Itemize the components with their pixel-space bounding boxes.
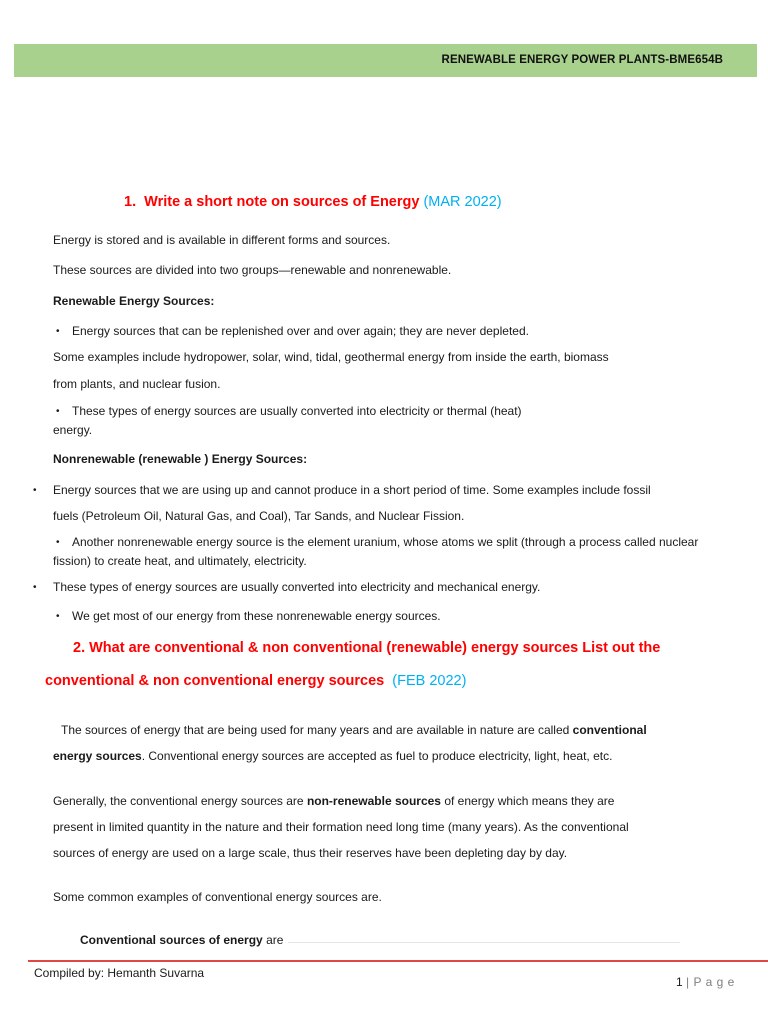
q1-date: (MAR 2022): [423, 194, 502, 210]
q2-title-line-2: conventional & non conventional energy sources: [45, 673, 385, 689]
conventional-sources-rest: are: [266, 933, 284, 947]
bullet-icon: •: [56, 406, 60, 417]
nonrenewable-bullet-2-line-2: fission) to create heat, and ultimately, electricity.: [53, 554, 307, 568]
q2-p2-bold: non-renewable sources: [306, 794, 441, 808]
footer-divider: [28, 960, 768, 962]
q2-paragraph-1-line-2: [53, 749, 612, 763]
q2-p2-text-b: of energy which means they are: [444, 794, 615, 808]
renewable-heading: Renewable Energy Sources:: [53, 294, 215, 308]
bullet-icon: •: [56, 326, 60, 337]
page-label: | P a g e: [686, 975, 735, 989]
footer-page: [676, 975, 735, 989]
footer-compiled-by: Compiled by: Hemanth Suvarna: [34, 966, 205, 980]
q2-heading-line-1: 2. What are conventional & non conventional (renewable) energy sources List out the: [73, 640, 661, 656]
nonrenewable-heading: Nonrenewable (renewable ) Energy Sources:: [53, 452, 308, 466]
nonrenewable-bullet-1-line-1: Energy sources that we are using up and cannot produce in a short period of time. Some examples include fossil: [53, 483, 651, 497]
q2-paragraph-1-line-1: [61, 723, 647, 737]
q1-title: Write a short note on sources of Energy: [144, 194, 420, 210]
divider-line: [288, 942, 680, 943]
q2-paragraph-2-line-3: sources of energy are used on a large scale, thus their reserves have been depleting day by day.: [53, 846, 568, 860]
renewable-bullet-1: Energy sources that can be replenished over and over again; they are never depleted.: [72, 324, 529, 338]
bullet-icon: •: [33, 485, 37, 496]
renewable-examples-line-2: from plants, and nuclear fusion.: [53, 377, 221, 391]
q2-p1-bold-2: energy sources: [53, 749, 142, 763]
q1-heading: [124, 194, 502, 210]
nonrenewable-bullet-3: These types of energy sources are usually converted into electricity and mechanical energy.: [53, 580, 541, 594]
bullet-icon: •: [56, 537, 60, 548]
q2-p1-bold-1: conventional: [572, 723, 647, 737]
bullet-icon: •: [33, 582, 37, 593]
document-header-title: RENEWABLE ENERGY POWER PLANTS-BME654B: [441, 54, 723, 66]
nonrenewable-bullet-4: We get most of our energy from these nonrenewable energy sources.: [72, 609, 441, 623]
bullet-icon: •: [56, 611, 60, 622]
conventional-sources-heading: [80, 933, 283, 947]
conventional-sources-bold: Conventional sources of energy: [80, 933, 263, 947]
q2-paragraph-3: Some common examples of conventional energy sources are.: [53, 890, 382, 904]
q2-paragraph-2-line-1: [53, 794, 614, 808]
header-bar: [14, 44, 757, 77]
renewable-bullet-2-line-1: These types of energy sources are usually converted into electricity or thermal (heat): [72, 404, 522, 418]
q2-heading-line-2: [45, 673, 466, 689]
q2-p1-text-2: . Conventional energy sources are accepted as fuel to produce electricity, light, heat, etc.: [141, 749, 613, 763]
q1-paragraph-1: Energy is stored and is available in different forms and sources.: [53, 233, 391, 247]
page-number: 1: [676, 975, 683, 989]
q2-paragraph-2-line-2: present in limited quantity in the nature and their formation need long time (many years). As the conventional: [53, 820, 629, 834]
renewable-bullet-2-line-2: energy.: [53, 423, 93, 437]
nonrenewable-bullet-1-line-2: fuels (Petroleum Oil, Natural Gas, and Coal), Tar Sands, and Nuclear Fission.: [53, 509, 465, 523]
q2-p2-text-a: Generally, the conventional energy sources are: [53, 794, 304, 808]
renewable-examples-line-1: Some examples include hydropower, solar, wind, tidal, geothermal energy from inside the earth, biomass: [53, 350, 609, 364]
q1-paragraph-2: These sources are divided into two groups—renewable and nonrenewable.: [53, 263, 452, 277]
q2-date: (FEB 2022): [392, 673, 467, 689]
q2-p1-text: The sources of energy that are being used for many years and are available in nature are called: [61, 723, 570, 737]
nonrenewable-bullet-2-line-1: Another nonrenewable energy source is the element uranium, whose atoms we split (through a process called nuclear: [72, 535, 699, 549]
q1-number: 1.: [124, 194, 137, 210]
